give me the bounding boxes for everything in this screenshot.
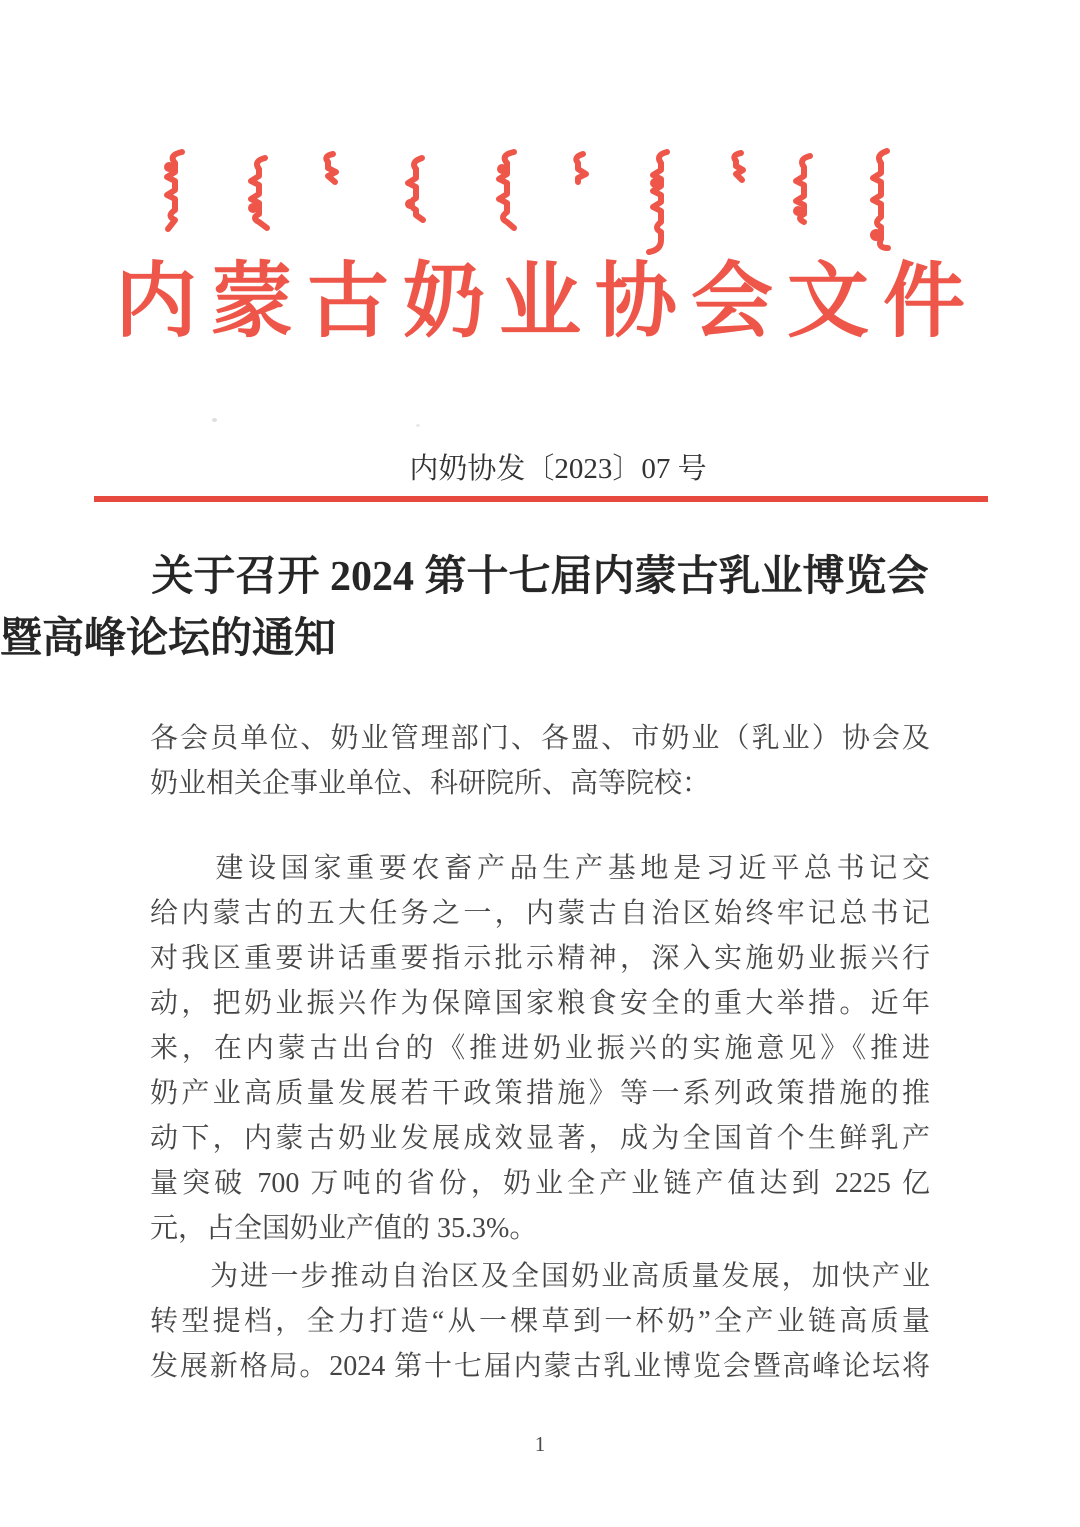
text-line: 给内蒙古的五大任务之一，内蒙古自治区始终牢记总书记 xyxy=(150,898,930,929)
text-line: 发展新格局。2024 第十七届内蒙古乳业博览会暨高峰论坛将 xyxy=(150,1351,930,1382)
text-line: 元，占全国奶业产值的 35.3%。 xyxy=(150,1213,538,1244)
text-line: 各会员单位、奶业管理部门、各盟、市奶业（乳业）协会及 xyxy=(150,723,930,754)
salutation xyxy=(150,716,930,806)
mongolian-script-icon xyxy=(150,146,930,260)
paragraph-2 xyxy=(150,1254,930,1389)
text-line: 建设国家重要农畜产品生产基地是习近平总书记交 xyxy=(150,853,930,884)
text-line: 奶产业高质量发展若干政策措施》等一系列政策措施的推 xyxy=(150,1078,930,1109)
text-line: 对我区重要讲话重要指示批示精神，深入实施奶业振兴行 xyxy=(150,943,930,974)
text-line: 来，在内蒙古出台的《推进奶业振兴的实施意见》《推进 xyxy=(150,1033,930,1064)
notice-title xyxy=(0,546,1080,670)
text-line: 关于召开 2024 第十七届内蒙古乳业博览会 xyxy=(151,554,929,600)
doc-number: 内奶协发〔2023〕07 号 xyxy=(409,453,707,485)
paragraph-1 xyxy=(150,846,930,1251)
text-line: 动，把奶业振兴作为保障国家粮食安全的重大举措。近年 xyxy=(150,988,930,1019)
org-title: 内蒙古奶业协会文件 xyxy=(114,256,979,347)
scan-artifact xyxy=(416,424,420,427)
text-line: 暨高峰论坛的通知 xyxy=(0,616,337,662)
text-line: 奶业相关企事业单位、科研院所、高等院校： xyxy=(150,768,711,799)
scan-artifact xyxy=(212,418,217,422)
page-number: 1 xyxy=(534,1432,546,1456)
text-line: 动下，内蒙古奶业发展成效显著，成为全国首个生鲜乳产 xyxy=(150,1123,930,1154)
red-divider-rule xyxy=(94,496,988,502)
text-line: 量突破 700 万吨的省份，奶业全产业链产值达到 2225 亿 xyxy=(150,1168,930,1199)
text-line: 转型提档，全力打造“从一棵草到一杯奶”全产业链高质量 xyxy=(150,1306,930,1337)
text-line: 为进一步推动自治区及全国奶业高质量发展，加快产业 xyxy=(150,1261,930,1292)
